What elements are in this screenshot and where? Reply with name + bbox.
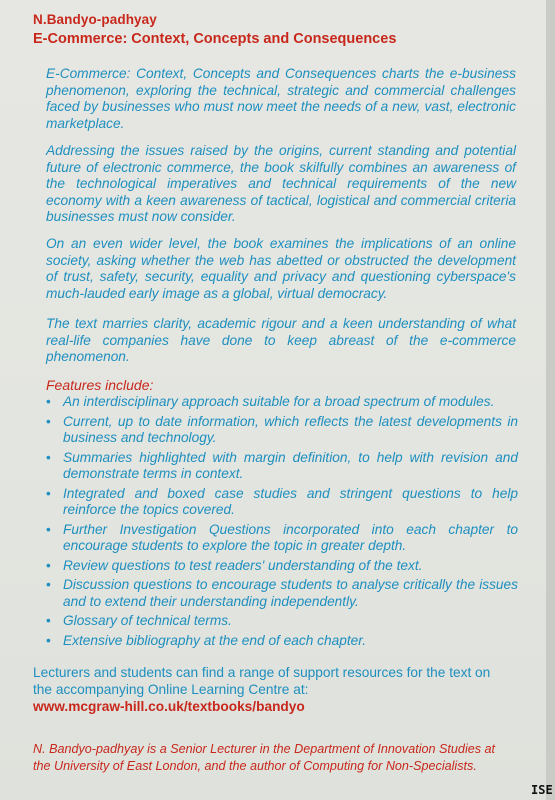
feature-item — [46, 613, 518, 630]
description-paragraph-2: Addressing the issues raised by the origins, current standing and potential future of electronic commerce, the book skilfully combines an awareness of the technological imperatives and technical requirements of the new economy with a keen awareness of tactical, logistical and commercial criteria businesses must now consider. — [46, 143, 516, 224]
bullet-icon: • — [46, 394, 51, 409]
bullet-icon: • — [46, 485, 51, 501]
book-title: E-Commerce: Context, Concepts and Consequences — [33, 31, 397, 47]
description-paragraph-1: E-Commerce: Context, Concepts and Consequences charts the e-business phenomenon, exploring the technical, strategic and commercial challenges faced by businesses who must now meet the needs of a new, vast, electronic marketplace. — [46, 66, 516, 131]
bullet-icon: • — [46, 557, 51, 573]
author-name: N.Bandyo-padhyay — [33, 12, 157, 27]
bullet-icon: • — [46, 413, 51, 429]
feature-item — [46, 577, 518, 610]
feature-text: Glossary of technical terms. — [63, 613, 232, 628]
feature-text: Extensive bibliography at the end of each chapter. — [63, 632, 367, 648]
author-bio: N. Bandyo-padhyay is a Senior Lecturer in the Department of Innovation Studies at the University of East London, and the author of Computing for Non-Specialists. — [33, 742, 496, 773]
bullet-icon: • — [46, 577, 51, 592]
feature-text: Further Investigation Questions incorporated into each chapter to encourage students to explore the topic in greater depth. — [63, 521, 518, 553]
features-heading: Features include: — [46, 377, 154, 393]
feature-text: Current, up to date information, which reflects the latest developments in business and technology. — [63, 413, 518, 445]
feature-item — [46, 486, 518, 519]
feature-item — [46, 450, 518, 483]
feature-item — [46, 414, 518, 447]
feature-text: An interdisciplinary approach suitable for a broad spectrum of modules. — [63, 394, 495, 409]
feature-item — [46, 394, 518, 411]
feature-item — [46, 633, 518, 650]
bullet-icon: • — [46, 632, 51, 648]
feature-item — [46, 558, 518, 575]
resources-text: Lecturers and students can find a range of support resources for the text on the accompanying Online Learning Centre at: — [33, 665, 491, 697]
feature-text: Summaries highlighted with margin definition, to help with revision and demonstrate terms in context. — [63, 449, 518, 481]
description-paragraph-3: On an even wider level, the book examines the implications of an online society, asking whether the web has abetted or obstructed the development of trust, safety, security, equality and privacy and questioning cyberspace's much-lauded early image as a global, virtual democracy. — [46, 236, 516, 301]
page-edge — [546, 0, 555, 800]
features-list — [46, 394, 518, 652]
bullet-icon: • — [46, 613, 51, 628]
bullet-icon: • — [46, 449, 51, 465]
feature-text: Integrated and boxed case studies and stringent questions to help reinforce the topics covered. — [63, 485, 518, 517]
feature-text: Review questions to test readers' understanding of the text. — [63, 557, 423, 573]
website-link[interactable]: www.mcgraw-hill.co.uk/textbooks/bandyo — [33, 699, 305, 714]
bullet-icon: • — [46, 521, 51, 537]
description-paragraph-4: The text marries clarity, academic rigour and a keen understanding of what real-life companies have done to keep abreast of the e-commerce phenomenon. — [46, 316, 516, 364]
isbn-label: ISE — [531, 783, 553, 797]
feature-item — [46, 522, 518, 555]
feature-text: Discussion questions to encourage students to analyse critically the issues and to extend their understanding independently. — [63, 577, 518, 609]
